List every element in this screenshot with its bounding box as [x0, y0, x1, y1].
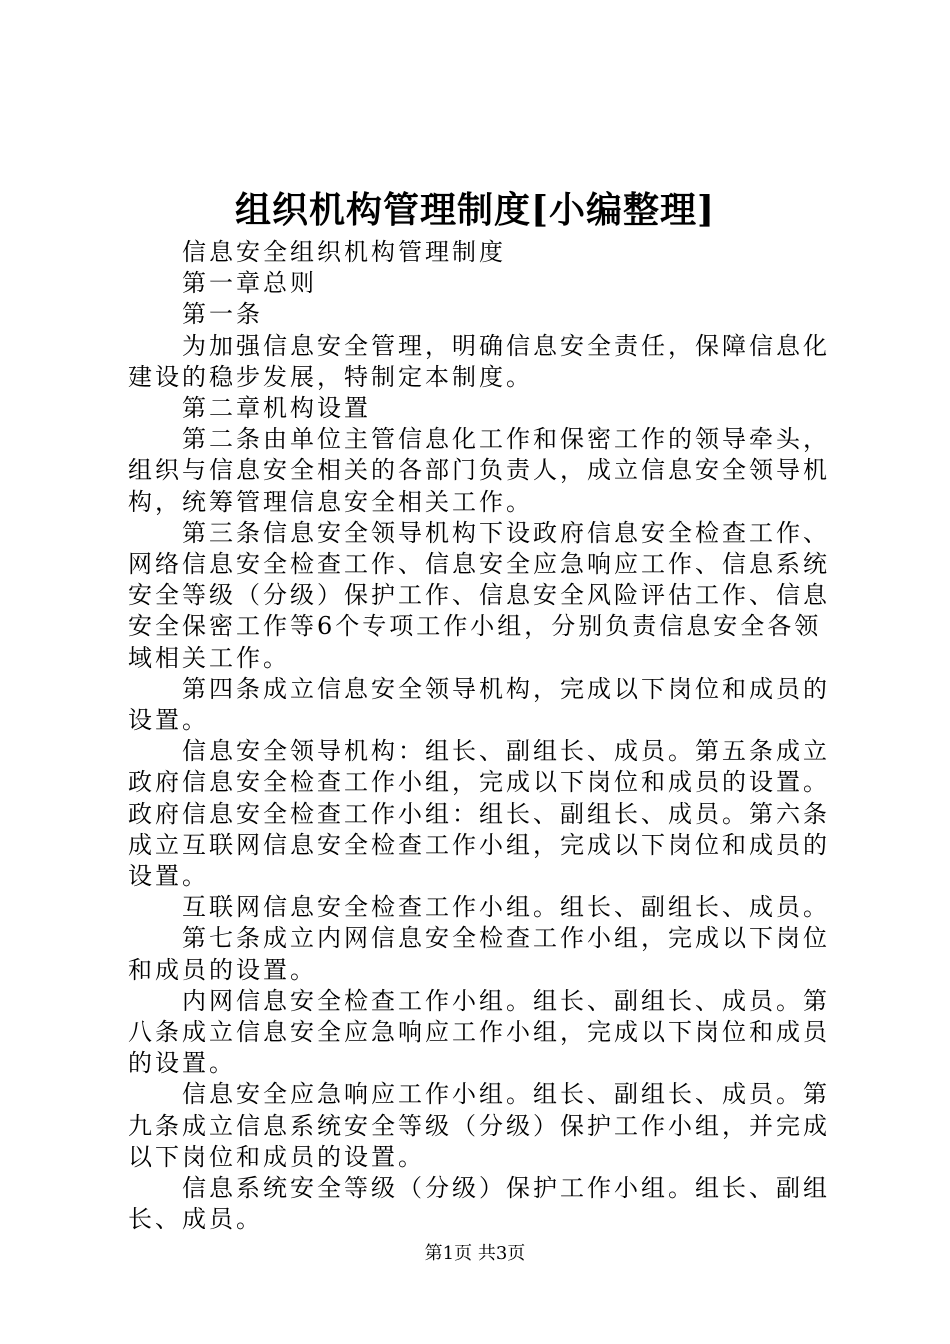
page-footer: 第1页 共3页 — [424, 1243, 526, 1264]
paragraph: 第二章机构设置 — [182, 394, 371, 423]
paragraph: 第一章总则 — [182, 269, 317, 298]
document-title: 组织机构管理制度[小编整理] — [234, 189, 716, 231]
paragraph: 第二条由单位主管信息化工作和保密工作的领导牵头，组织与信息安全相关的各部门负责人，成立信息安全领导机构，统筹管理信息安全相关工作。 — [128, 425, 830, 516]
paragraph: 第三条信息安全领导机构下设政府信息安全检查工作、网络信息安全检查工作、信息安全应急响应工作、信息系统安全等级（分级）保护工作、信息安全风险评估工作、信息安全保密工作等6个专项工作小组，分别负责信息安全各领域相关工作。 — [128, 518, 830, 672]
paragraph: 互联网信息安全检查工作小组。组长、副组长、成员。 — [182, 893, 830, 922]
paragraph: 信息安全组织机构管理制度 — [182, 238, 506, 266]
paragraph: 信息安全应急响应工作小组。组长、副组长、成员。第九条成立信息系统安全等级（分级）保护工作小组，并完成以下岗位和成员的设置。 — [128, 1080, 830, 1171]
paragraph: 为加强信息安全管理，明确信息安全责任，保障信息化建设的稳步发展，特制定本制度。 — [128, 331, 830, 391]
paragraph: 信息安全领导机构：组长、副组长、成员。第五条成立政府信息安全检查工作小组，完成以下岗位和成员的设置。政府信息安全检查工作小组：组长、副组长、成员。第六条成立互联网信息安全检查工作小组，完成以下岗位和成员的设置。 — [128, 737, 830, 891]
paragraph: 第四条成立信息安全领导机构，完成以下岗位和成员的设置。 — [128, 674, 830, 735]
paragraph: 信息系统安全等级（分级）保护工作小组。组长、副组长、成员。 — [128, 1174, 830, 1234]
document-body — [128, 237, 834, 1236]
paragraph: 第七条成立内网信息安全检查工作小组，完成以下岗位和成员的设置。 — [128, 924, 830, 984]
paragraph: 内网信息安全检查工作小组。组长、副组长、成员。第八条成立信息安全应急响应工作小组，完成以下岗位和成员的设置。 — [128, 986, 830, 1078]
paragraph: 第一条 — [182, 300, 263, 329]
